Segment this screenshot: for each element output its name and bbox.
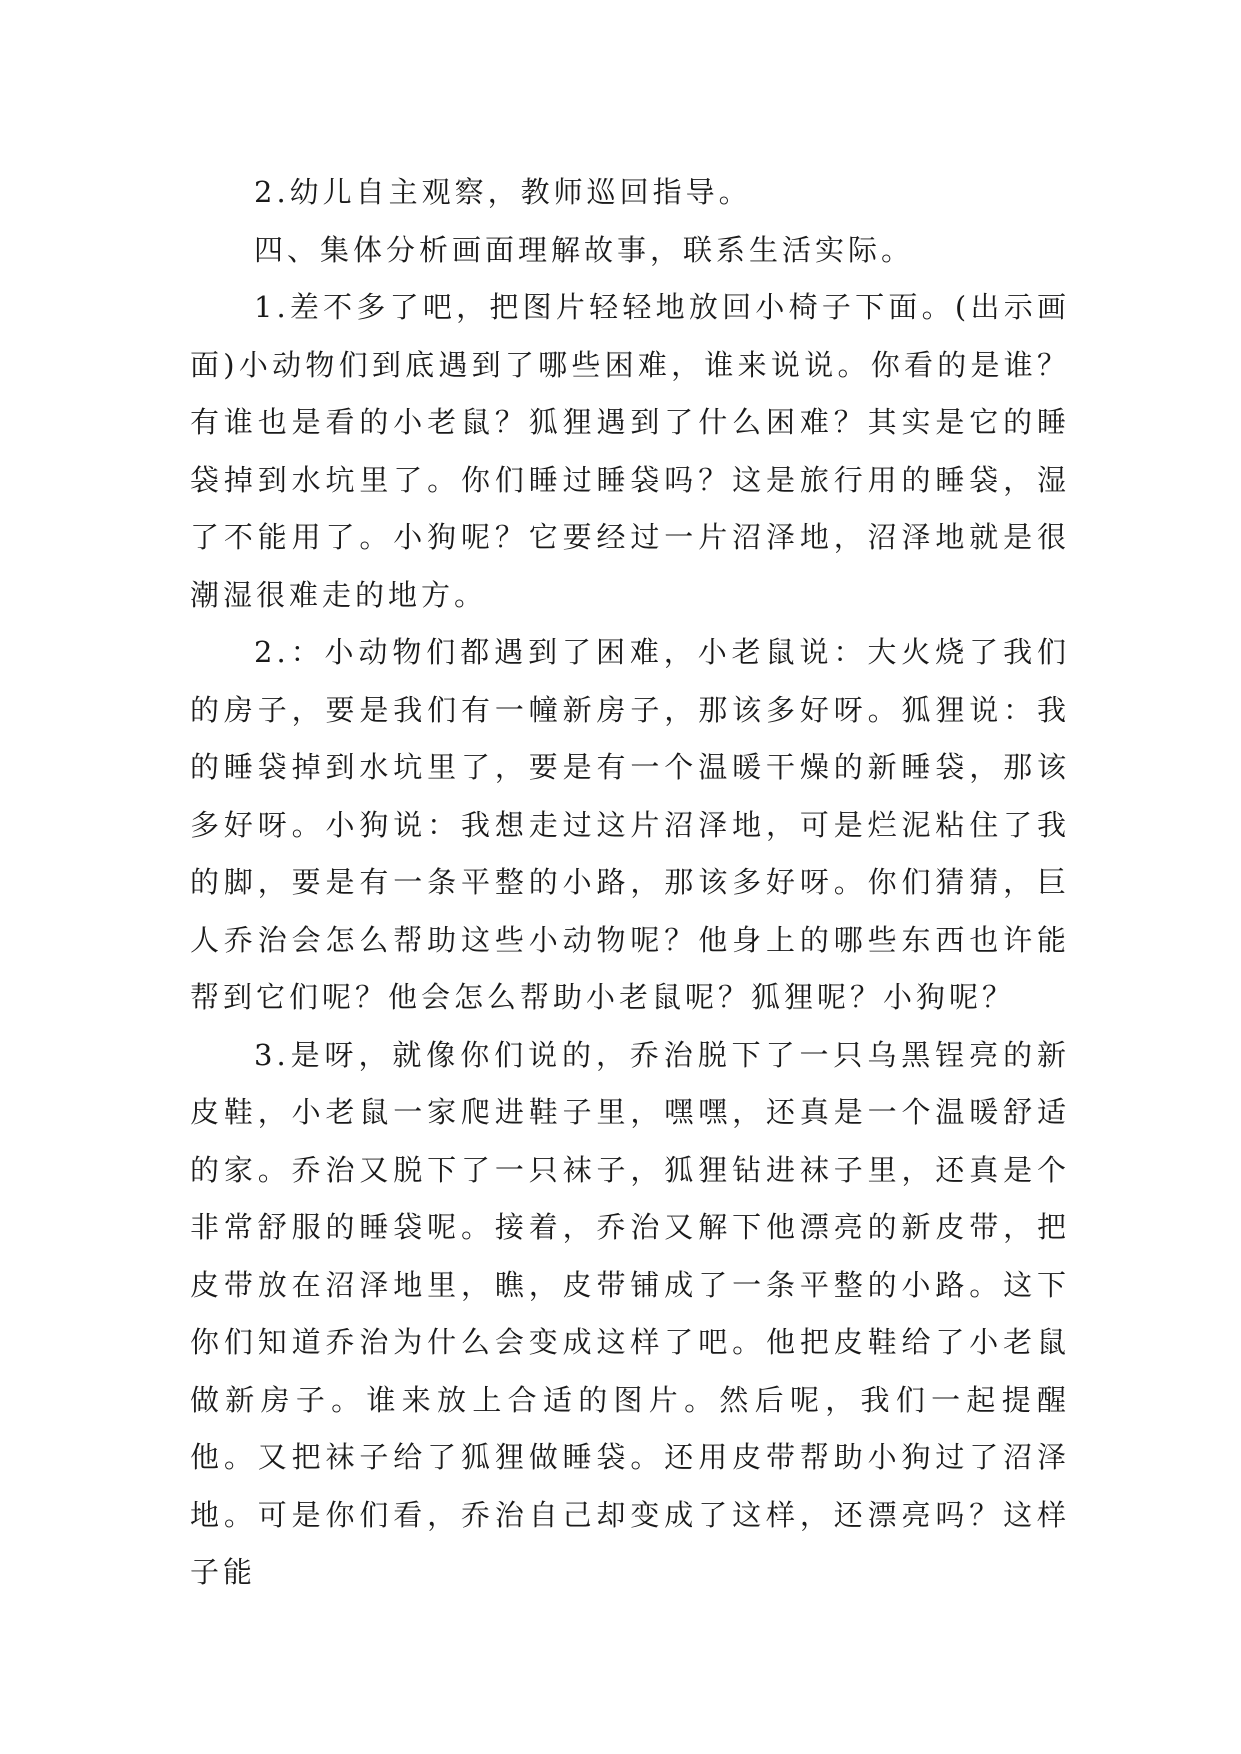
document-body <box>190 164 1070 1602</box>
paragraph-step-3-george-helps: 3.是呀，就像你们说的，乔治脱下了一只乌黑锃亮的新皮鞋，小老鼠一家爬进鞋子里，嘿嘿，还真是一个温暖舒适的家。乔治又脱下了一只袜子，狐狸钻进袜子里，还真是个非常舒服的睡袋呢。接着，乔治又解下他漂亮的新皮带，把皮带放在沼泽地里，瞧，皮带铺成了一条平整的小路。这下你们知道乔治为什么会变成这样了吧。他把皮鞋给了小老鼠做新房子。谁来放上合适的图片。然后呢，我们一起提醒他。又把袜子给了狐狸做睡袋。还用皮带帮助小狗过了沼泽地。可是你们看，乔治自己却变成了这样，还漂亮吗？这样子能 <box>190 1037 1070 1589</box>
paragraph-step-2-animals-wishes: 2.：小动物们都遇到了困难，小老鼠说：大火烧了我们的房子，要是我们有一幢新房子，那该多好呀。狐狸说：我的睡袋掉到水坑里了，要是有一个温暖干燥的新睡袋，那该多好呀。小狗说：我想走过这片沼泽地，可是烂泥粘住了我的脚，要是有一条平整的小路，那该多好呀。你们猜猜，巨人乔治会怎么帮助这些小动物呢？他身上的哪些东西也许能帮到它们呢？他会怎么帮助小老鼠呢？狐狸呢？小狗呢？ <box>190 635 1070 1014</box>
paragraph-step-2-observe: 2.幼儿自主观察，教师巡回指导。 <box>254 175 752 209</box>
paragraph-step-1-difficulties: 1.差不多了吧，把图片轻轻地放回小椅子下面。(出示画面)小动物们到底遇到了哪些困难，谁来说说。你看的是谁？有谁也是看的小老鼠？狐狸遇到了什么困难？其实是它的睡袋掉到水坑里了。你们睡过睡袋吗？这是旅行用的睡袋，湿了不能用了。小狗呢？它要经过一片沼泽地，沼泽地就是很潮湿很难走的地方。 <box>190 290 1070 612</box>
paragraph-section-four-heading: 四、集体分析画面理解故事，联系生活实际。 <box>254 232 915 267</box>
